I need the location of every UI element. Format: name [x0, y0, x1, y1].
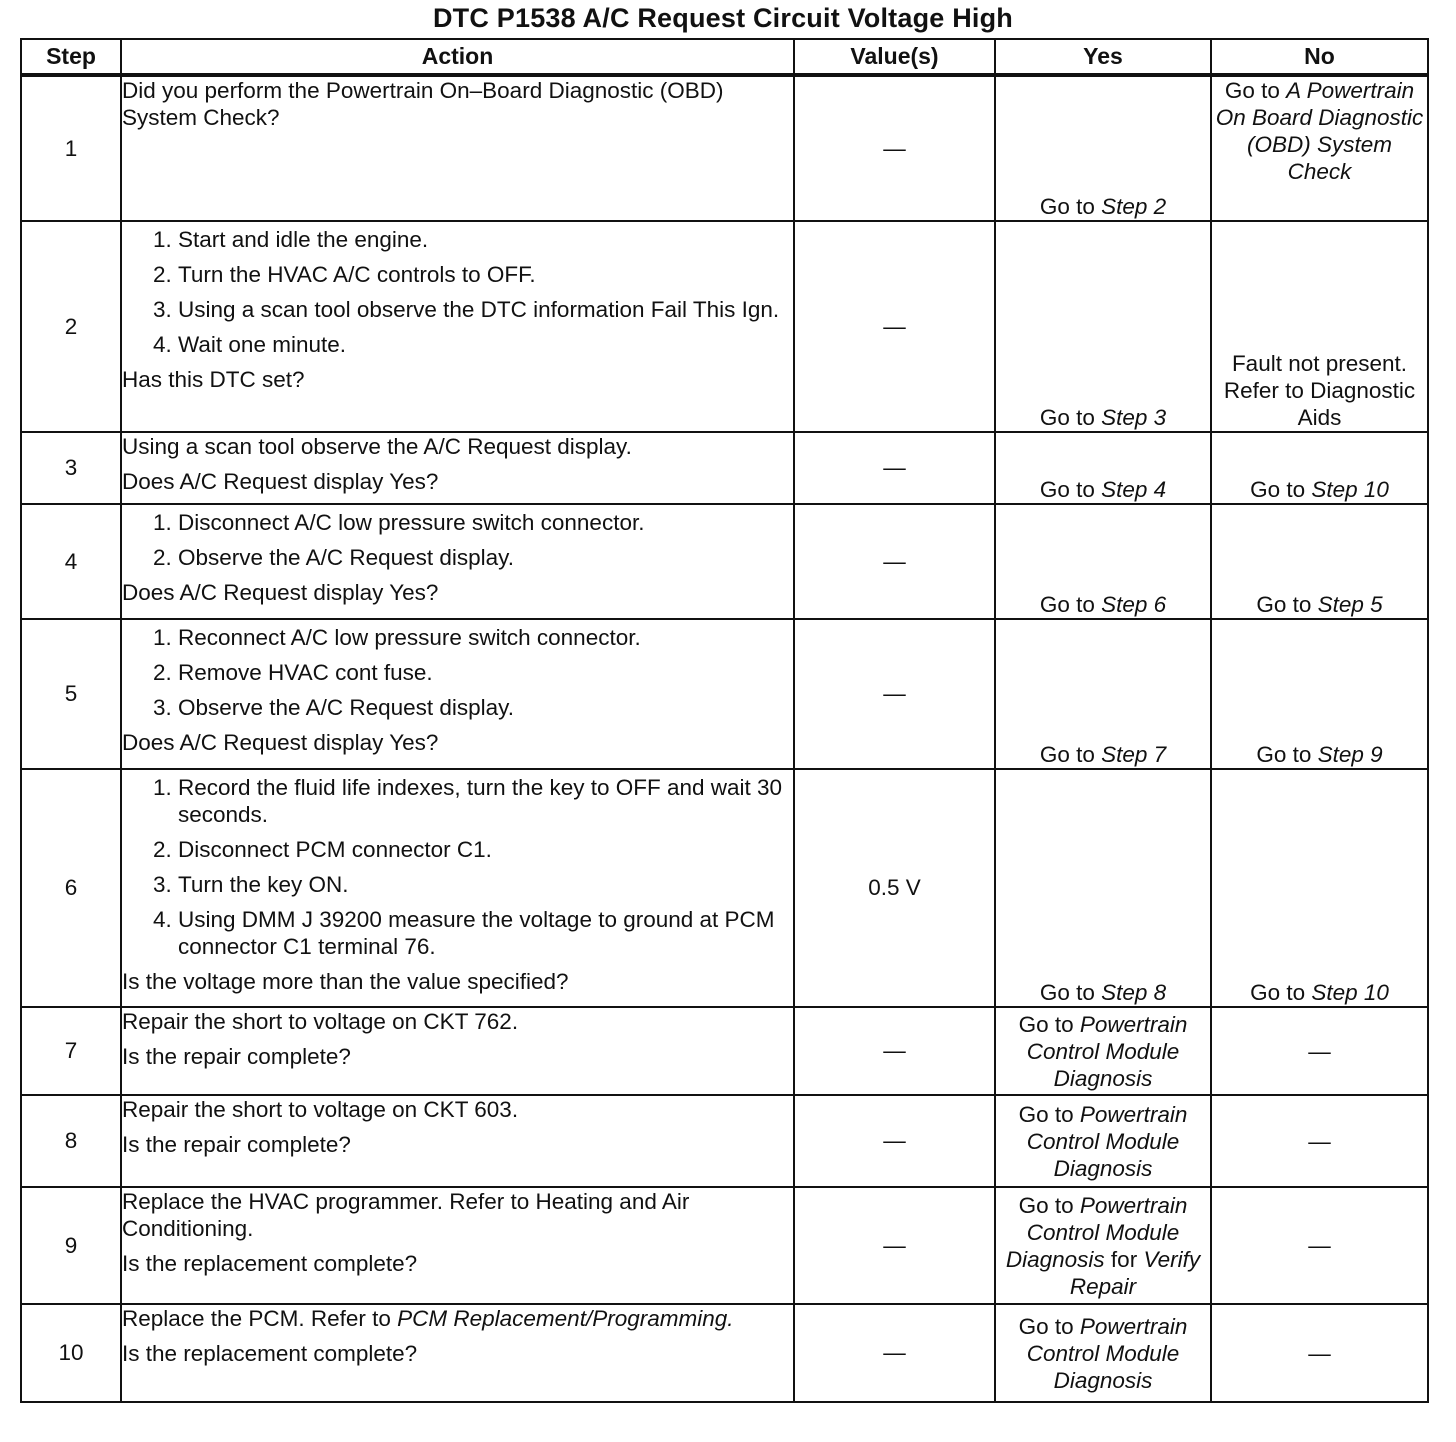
- no-link[interactable]: Step 10: [1311, 980, 1389, 1005]
- action-item: 2. Remove HVAC cont fuse.: [178, 659, 793, 686]
- action-question: Is the repair complete?: [122, 1044, 351, 1069]
- yes-cell: [995, 1187, 1211, 1304]
- no-link[interactable]: A Powertrain On Board Diagnostic (OBD) System Check: [1215, 78, 1424, 184]
- value-cell: —: [794, 432, 995, 504]
- yes-link[interactable]: Step 4: [1101, 477, 1167, 502]
- action-item: 3. Using a scan tool observe the DTC information Fail This Ign.: [178, 296, 793, 323]
- step-number: 3: [21, 432, 121, 504]
- no-cell: [1211, 432, 1428, 504]
- value-cell: —: [794, 1095, 995, 1187]
- yes-mid: for: [1104, 1246, 1144, 1272]
- table-row: [21, 769, 1428, 1007]
- yes-cell: [995, 221, 1211, 432]
- step-number: 6: [21, 769, 121, 1007]
- action-cell: [121, 1304, 794, 1402]
- action-item: 1. Record the fluid life indexes, turn the key to OFF and wait 30 seconds.: [178, 774, 793, 828]
- yes-link[interactable]: Step 6: [1101, 592, 1167, 617]
- yes-link[interactable]: Step 2: [1101, 194, 1167, 219]
- header-step: Step: [21, 39, 121, 75]
- value-cell: 0.5 V: [794, 769, 995, 1007]
- yes-link[interactable]: Powertrain Control Module Diagnosis: [1026, 1011, 1188, 1091]
- action-list: [122, 774, 793, 960]
- action-question: Does A/C Request display Yes?: [122, 580, 439, 605]
- action-question: Is the replacement complete?: [122, 1251, 418, 1276]
- no-link[interactable]: Step 9: [1317, 742, 1383, 767]
- yes-cell: [995, 1007, 1211, 1095]
- value-cell: —: [794, 504, 995, 619]
- yes-link[interactable]: Powertrain Control Module Diagnosis: [1026, 1313, 1188, 1393]
- no-cell: —: [1211, 1304, 1428, 1402]
- action-item: 3. Turn the key ON.: [178, 871, 793, 898]
- value-cell: —: [794, 1007, 995, 1095]
- action-question: Does A/C Request display Yes?: [122, 469, 439, 494]
- action-question: Has this DTC set?: [122, 367, 305, 392]
- action-text: Repair the short to voltage on CKT 762.: [122, 1009, 519, 1034]
- yes-cell: [995, 1304, 1211, 1402]
- step-number: 5: [21, 619, 121, 769]
- yes-prefix: Go to: [1039, 742, 1102, 767]
- no-cell: [1211, 75, 1428, 221]
- value-cell: —: [794, 1304, 995, 1402]
- action-text: Repair the short to voltage on CKT 603.: [122, 1097, 519, 1122]
- step-number: 8: [21, 1095, 121, 1187]
- action-text: Did you perform the Powertrain On–Board Diagnostic (OBD) System Check?: [122, 78, 724, 130]
- no-cell: Fault not present. Refer to Diagnostic Aids: [1211, 221, 1428, 432]
- value-cell: —: [794, 1187, 995, 1304]
- yes-prefix: Go to: [1018, 1101, 1080, 1127]
- no-prefix: Go to: [1250, 477, 1312, 502]
- action-cell: [121, 1095, 794, 1187]
- table-row: [21, 504, 1428, 619]
- yes-cell: [995, 75, 1211, 221]
- header-yes: Yes: [995, 39, 1211, 75]
- action-cell: [121, 1187, 794, 1304]
- no-link[interactable]: Step 5: [1317, 592, 1383, 617]
- step-number: 2: [21, 221, 121, 432]
- table-row: [21, 432, 1428, 504]
- yes-prefix: Go to: [1018, 1192, 1080, 1218]
- action-item: 2. Turn the HVAC A/C controls to OFF.: [178, 261, 793, 288]
- action-cell: [121, 75, 794, 221]
- yes-link[interactable]: Powertrain Control Module Diagnosis: [1026, 1101, 1188, 1181]
- diagnostic-table: [20, 38, 1429, 1403]
- yes-cell: [995, 432, 1211, 504]
- table-header-row: [21, 39, 1428, 75]
- step-number: 10: [21, 1304, 121, 1402]
- action-cell: [121, 1007, 794, 1095]
- no-cell: [1211, 769, 1428, 1007]
- no-prefix: Go to: [1224, 78, 1287, 103]
- yes-prefix: Go to: [1039, 194, 1102, 219]
- table-row: [21, 221, 1428, 432]
- yes-prefix: Go to: [1039, 477, 1102, 502]
- yes-prefix: Go to: [1039, 405, 1102, 430]
- action-item: 3. Observe the A/C Request display.: [178, 694, 793, 721]
- yes-prefix: Go to: [1039, 592, 1102, 617]
- action-question: Is the voltage more than the value specified?: [122, 969, 569, 994]
- yes-prefix: Go to: [1018, 1313, 1080, 1339]
- action-list: [122, 226, 793, 358]
- step-number: 9: [21, 1187, 121, 1304]
- value-cell: —: [794, 221, 995, 432]
- header-no: No: [1211, 39, 1428, 75]
- action-cell: [121, 619, 794, 769]
- yes-prefix: Go to: [1039, 980, 1102, 1005]
- yes-link[interactable]: Step 8: [1101, 980, 1167, 1005]
- value-cell: —: [794, 75, 995, 221]
- no-link[interactable]: Step 10: [1311, 477, 1389, 502]
- action-item: 1. Reconnect A/C low pressure switch connector.: [178, 624, 793, 651]
- yes-prefix: Go to: [1018, 1011, 1080, 1037]
- yes-link[interactable]: Step 3: [1101, 405, 1167, 430]
- no-cell: —: [1211, 1187, 1428, 1304]
- action-item: 4. Using DMM J 39200 measure the voltage to ground at PCM connector C1 terminal 76.: [178, 906, 793, 960]
- action-question: Is the replacement complete?: [122, 1341, 418, 1366]
- table-row: [21, 1304, 1428, 1402]
- action-cell: [121, 432, 794, 504]
- header-action: Action: [121, 39, 794, 75]
- step-number: 1: [21, 75, 121, 221]
- header-values: Value(s): [794, 39, 995, 75]
- yes-cell: [995, 504, 1211, 619]
- action-cell: [121, 504, 794, 619]
- action-link[interactable]: PCM Replacement/Programming.: [397, 1306, 734, 1331]
- no-prefix: Go to: [1250, 980, 1312, 1005]
- table-row: [21, 1007, 1428, 1095]
- action-text: Using a scan tool observe the A/C Request display.: [122, 434, 632, 459]
- action-text: Replace the HVAC programmer. Refer to Heating and Air Conditioning.: [122, 1189, 690, 1241]
- table-row: [21, 1095, 1428, 1187]
- value-cell: —: [794, 619, 995, 769]
- step-number: 7: [21, 1007, 121, 1095]
- action-item: 2. Disconnect PCM connector C1.: [178, 836, 793, 863]
- yes-link-verify[interactable]: Verify Repair: [1069, 1246, 1201, 1299]
- action-item: 1. Disconnect A/C low pressure switch connector.: [178, 509, 793, 536]
- action-prefix: Replace the PCM. Refer to: [122, 1306, 398, 1331]
- table-row: [21, 1187, 1428, 1304]
- table-row: [21, 75, 1428, 221]
- action-question: Does A/C Request display Yes?: [122, 730, 439, 755]
- no-cell: [1211, 619, 1428, 769]
- yes-link[interactable]: Powertrain Control Module Diagnosis: [1005, 1192, 1188, 1272]
- action-list: [122, 509, 793, 571]
- no-prefix: Go to: [1256, 742, 1318, 767]
- no-cell: —: [1211, 1007, 1428, 1095]
- step-number: 4: [21, 504, 121, 619]
- yes-cell: [995, 619, 1211, 769]
- action-cell: [121, 221, 794, 432]
- action-question: Is the repair complete?: [122, 1132, 351, 1157]
- action-cell: [121, 769, 794, 1007]
- no-cell: —: [1211, 1095, 1428, 1187]
- action-text: [122, 1305, 793, 1332]
- yes-link[interactable]: Step 7: [1101, 742, 1167, 767]
- action-item: 1. Start and idle the engine.: [178, 226, 793, 253]
- action-item: 2. Observe the A/C Request display.: [178, 544, 793, 571]
- action-list: [122, 624, 793, 721]
- yes-cell: [995, 769, 1211, 1007]
- action-item: 4. Wait one minute.: [178, 331, 793, 358]
- page-title: DTC P1538 A/C Request Circuit Voltage High: [432, 3, 1013, 33]
- no-cell: [1211, 504, 1428, 619]
- table-row: [21, 619, 1428, 769]
- no-prefix: Go to: [1256, 592, 1318, 617]
- yes-cell: [995, 1095, 1211, 1187]
